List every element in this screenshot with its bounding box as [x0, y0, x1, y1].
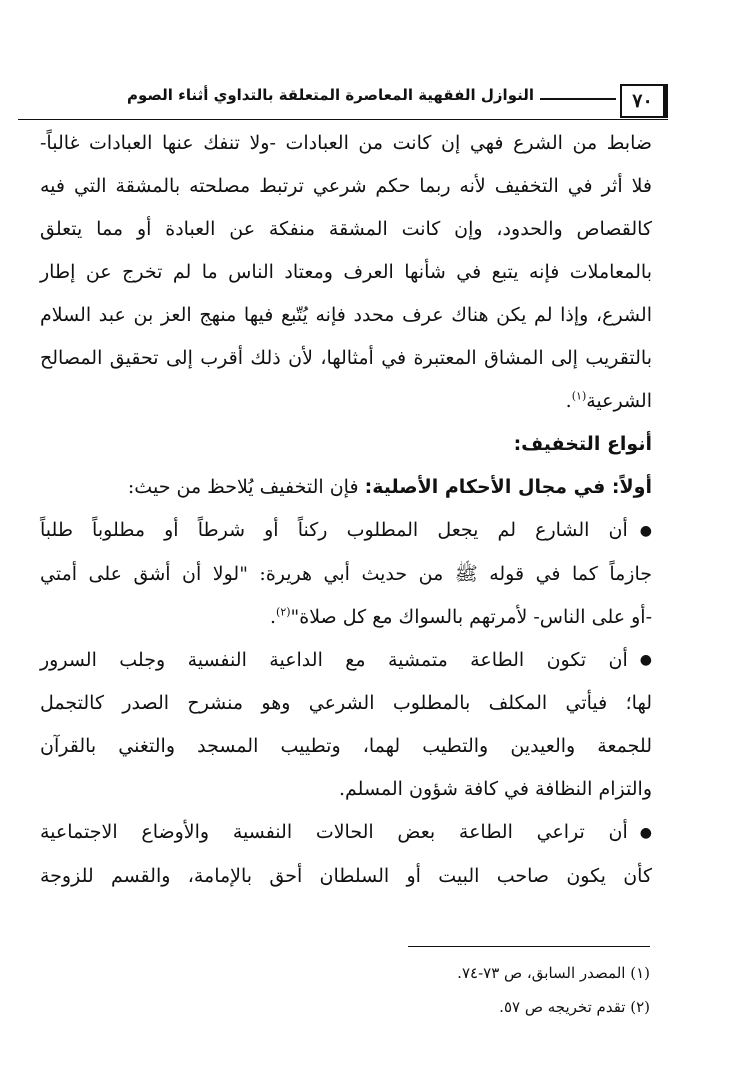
header-rule — [540, 98, 616, 100]
bullet-icon: ● — [639, 652, 652, 668]
bullet-line: ●أن تراعي الطاعة بعض الحالات النفسية والأوضاع الاجتماعية — [40, 811, 652, 855]
text-line: ضابط من الشرع فهي إن كانت من العبادات -ولا تنفك عنها العبادات غالباً- — [40, 132, 652, 154]
footnote-ref: (١) — [571, 389, 587, 403]
page-number: ٧٠ — [620, 84, 668, 118]
bullet-line: لها؛ فيأتي المكلف بالمطلوب الشرعي وهو منشرح الصدر كالتجمل — [40, 692, 652, 714]
footnotes — [40, 956, 650, 1024]
bullet-line: كأن يكون صاحب البيت أو السلطان أحق بالإمامة، والقسم للزوجة — [40, 864, 652, 887]
text-line: فلا أثر في التخفيف لأنه ربما حكم شرعي ترتبط مصلحته بالمشقة التي فيه — [40, 175, 652, 197]
footnote-ref: (٢) — [276, 605, 291, 619]
paragraph-end-text: الشرعية — [586, 390, 652, 412]
first-point-text: فإن التخفيف يُلاحظ من حيث: — [127, 476, 359, 498]
bullet-icon: ● — [639, 522, 652, 539]
footnote-divider — [408, 946, 650, 947]
text-line: الشرعية$^{(١)}$. — [565, 389, 652, 412]
bullet-icon: ● — [639, 824, 652, 841]
main-text — [40, 122, 652, 898]
footnote: (١) المصدر السابق، ص ٧٣-٧٤. — [457, 964, 650, 982]
text-line: بالتقريب إلى المشاق المعتبرة في أمثالها، لأن ذلك أقرب إلى تحقيق المصالح — [40, 347, 652, 369]
bullet-line: للجمعة والعيدين والتطيب لهما، وتطييب المسجد والتغني بالقرآن — [40, 735, 652, 757]
text-line: الشرع، وإذا لم يكن هناك عرف محدد فإنه يُتّبع فيها منهج العز بن عبد السلام — [40, 304, 652, 326]
text-line: كالقصاص والحدود، وإن كانت المشقة منفكة عن العبادة أو مما يتعلق — [40, 218, 652, 240]
text-line: بالمعاملات فإنه يتبع في شأنها العرف ومعتاد الناس ما لم تخرج عن إطار — [40, 261, 652, 283]
header-underline — [18, 119, 668, 120]
section-heading: أنواع التخفيف: — [513, 433, 652, 455]
bullet-line: ●أن الشارع لم يجعل المطلوب ركناً أو شرطاً أو مطلوباً طلباً — [40, 509, 652, 553]
page-header — [18, 84, 668, 120]
bullet-line: ●أن تكون الطاعة متمشية مع الداعية النفسية وجلب السرور — [40, 639, 652, 683]
bullet-line: -أو على الناس- لأمرتهم بالسواك مع كل صلاة"$^{(٢)}$. — [269, 605, 652, 628]
bullet-line: والتزام النظافة في كافة شؤون المسلم. — [338, 778, 652, 800]
bullet-line: جازماً كما في قوله ﷺ من حديث أبي هريرة: "لولا أن أشق على أمتي — [40, 562, 652, 585]
running-title: النوازل الفقهية المعاصرة المتعلقة بالتداوي أثناء الصوم — [126, 86, 534, 104]
first-point — [40, 466, 652, 509]
footnote: (٢) تقدم تخريجه ص ٥٧. — [499, 998, 650, 1016]
first-point-label: أولاً: في مجال الأحكام الأصلية: — [364, 476, 652, 498]
